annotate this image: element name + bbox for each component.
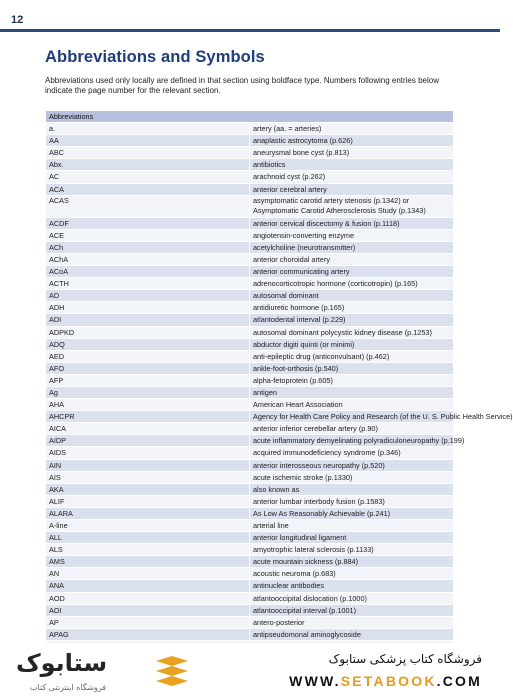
definition-cell: arterial line [250, 520, 454, 532]
table-row [46, 568, 454, 580]
abbreviation-cell: AMS [46, 556, 250, 568]
definition-cell: aneurysmal bone cyst (p.813) [250, 147, 454, 159]
abbreviation-cell: AIS [46, 471, 250, 483]
definition-cell: acute ischemic stroke (p.1330) [250, 471, 454, 483]
abbreviation-cell: ACA [46, 183, 250, 195]
definition-cell: anti-epileptic drug (anticonvulsant) (p.462) [250, 350, 454, 362]
footer-banner [0, 643, 500, 700]
table-row [46, 229, 454, 241]
logo-subtext: فروشگاه اینترنتی کتاب [30, 683, 107, 692]
logo-wordmark [12, 649, 150, 695]
table-row [46, 266, 454, 278]
section-heading: Abbreviations and Symbols [45, 48, 265, 66]
abbreviation-cell: APAG [46, 628, 250, 640]
table-row [46, 556, 454, 568]
definition-cell: anterior longitudinal ligament [250, 532, 454, 544]
table-row [46, 290, 454, 302]
table-row [46, 435, 454, 447]
table-row [46, 386, 454, 398]
definition-cell: Agency for Health Care Policy and Research (of the U. S. Public Health Service) [250, 411, 454, 423]
abbreviation-cell: AP [46, 616, 250, 628]
abbreviation-cell: ALIF [46, 495, 250, 507]
table-row [46, 302, 454, 314]
table-row [46, 520, 454, 532]
definition-cell: acoustic neuroma (p.683) [250, 568, 454, 580]
table-row [46, 628, 454, 640]
definition-cell: acetylcholine (neurotransmitter) [250, 241, 454, 253]
definition-cell: antigen [250, 386, 454, 398]
definition-cell: American Heart Association [250, 399, 454, 411]
abbreviation-cell: ACAS [46, 195, 250, 217]
abbreviation-cell: AED [46, 350, 250, 362]
definition-cell: antipseudomonal aminoglycoside [250, 628, 454, 640]
definition-cell: anterior interosseous neuropathy (p.520) [250, 459, 454, 471]
table-row [46, 374, 454, 386]
table-row [46, 171, 454, 183]
abbreviation-cell: AFP [46, 374, 250, 386]
definition-cell: As Low As Reasonably Achievable (p.241) [250, 507, 454, 519]
table-row [46, 532, 454, 544]
definition-cell: anterior communicating artery [250, 266, 454, 278]
abbreviation-cell: ACoA [46, 266, 250, 278]
table-row [46, 399, 454, 411]
table-row [46, 459, 454, 471]
definition-cell: antero-posterior [250, 616, 454, 628]
table-row [46, 604, 454, 616]
table-row [46, 217, 454, 229]
definition-cell: autosomal dominant polycystic kidney disease (p.1253) [250, 326, 454, 338]
abbreviation-cell: AHCPR [46, 411, 250, 423]
store-logo [12, 649, 190, 695]
definition-cell: angiotensin-converting enzyme [250, 229, 454, 241]
abbreviation-cell: AFO [46, 362, 250, 374]
table-row [46, 183, 454, 195]
intro-paragraph: Abbreviations used only locally are defined in that section using boldface type. Numbers following entries below indicate the page number for the relevant section. [45, 76, 440, 95]
table-row [46, 507, 454, 519]
table-row [46, 423, 454, 435]
definition-cell: autosomal dominant [250, 290, 454, 302]
table-row [46, 544, 454, 556]
abbreviation-cell: AA [46, 135, 250, 147]
abbreviation-cell: Abx. [46, 159, 250, 171]
definition-cell: anterior cervical discectomy & fusion (p.1118) [250, 217, 454, 229]
page-number: 12 [11, 14, 24, 26]
definition-cell: antinuclear antibodies [250, 580, 454, 592]
definition-cell: asymptomatic carotid artery stenosis (p.1342) or Asymptomatic Carotid Atherosclerosis Study (p.1343) [250, 195, 454, 217]
table-row [46, 241, 454, 253]
table-row [46, 195, 454, 217]
url-suffix: .COM [436, 673, 482, 689]
book-stack-icon [152, 653, 192, 693]
definition-cell: anterior choroidal artery [250, 253, 454, 265]
table-row [46, 326, 454, 338]
abbreviation-cell: AN [46, 568, 250, 580]
abbreviation-cell: A-line [46, 520, 250, 532]
definition-cell: antidiuretic hormone (p.165) [250, 302, 454, 314]
table-row [46, 350, 454, 362]
url-brand: SETABOOK [340, 673, 437, 689]
definition-cell: antibiotics [250, 159, 454, 171]
abbreviation-cell: ACh [46, 241, 250, 253]
definition-cell: also known as [250, 483, 454, 495]
abbreviation-cell: ABC [46, 147, 250, 159]
table-row [46, 616, 454, 628]
abbreviation-cell: ALARA [46, 507, 250, 519]
header-rule [0, 29, 500, 32]
abbreviation-cell: a. [46, 123, 250, 135]
definition-cell: acute inflammatory demyelinating polyradiculoneuropathy (p.199) [250, 435, 454, 447]
abbreviation-cell: AD [46, 290, 250, 302]
table-row [46, 483, 454, 495]
definition-cell: anaplastic astrocytoma (p.626) [250, 135, 454, 147]
table-header-row [46, 111, 454, 123]
abbreviation-cell: Ag [46, 386, 250, 398]
table-row [46, 580, 454, 592]
definition-cell: abductor digiti quinti (or minimi) [250, 338, 454, 350]
definition-cell: acquired immunodeficiency syndrome (p.346) [250, 447, 454, 459]
definition-cell: amyotrophic lateral sclerosis (p.1133) [250, 544, 454, 556]
definition-cell: atlantooccipital dislocation (p.1000) [250, 592, 454, 604]
table-row [46, 159, 454, 171]
abbreviation-cell: ACDF [46, 217, 250, 229]
table-row [46, 314, 454, 326]
abbreviation-cell: ACE [46, 229, 250, 241]
table-row [46, 338, 454, 350]
abbreviation-cell: AOD [46, 592, 250, 604]
abbreviation-cell: AChA [46, 253, 250, 265]
abbreviation-cell: ADPKD [46, 326, 250, 338]
table-row [46, 471, 454, 483]
abbreviations-table [45, 110, 513, 653]
shop-name: فروشگاه کتاب پزشکی ستابوک [328, 652, 482, 666]
abbreviation-cell: AOI [46, 604, 250, 616]
table-row [46, 123, 454, 135]
definition-cell: anterior cerebral artery [250, 183, 454, 195]
definition-cell: anterior inferior cerebellar artery (p.90) [250, 423, 454, 435]
definition-cell: adrenocorticotropic hormone (corticotropin) (p.165) [250, 278, 454, 290]
definition-cell: artery (aa. = arteries) [250, 123, 454, 135]
table-row [46, 447, 454, 459]
definition-cell: arachnoid cyst (p.262) [250, 171, 454, 183]
definition-cell: ankle-foot-orthosis (p.540) [250, 362, 454, 374]
page-header [0, 0, 500, 30]
table-header-cell: Abbreviations [46, 111, 454, 123]
table-row [46, 253, 454, 265]
abbreviation-cell: AC [46, 171, 250, 183]
abbreviation-cell: AICA [46, 423, 250, 435]
definition-cell: atlantooccipital interval (p.1001) [250, 604, 454, 616]
abbreviation-cell: ACTH [46, 278, 250, 290]
definition-cell: alpha-fetoprotein (p.605) [250, 374, 454, 386]
abbreviation-cell: AHA [46, 399, 250, 411]
abbreviation-cell: AIN [46, 459, 250, 471]
shop-url[interactable] [289, 673, 482, 689]
table-row [46, 135, 454, 147]
table-row [46, 278, 454, 290]
abbreviation-cell: ADI [46, 314, 250, 326]
abbreviation-cell: AIDP [46, 435, 250, 447]
logo-text: ستابوک [16, 649, 108, 677]
table-row [46, 592, 454, 604]
abbreviation-cell: ALS [46, 544, 250, 556]
definition-cell: acute mountain sickness (p.884) [250, 556, 454, 568]
abbreviation-cell: ADQ [46, 338, 250, 350]
url-prefix: WWW. [289, 673, 341, 689]
abbreviation-cell: ADH [46, 302, 250, 314]
table-row [46, 147, 454, 159]
definition-cell: anterior lumbar interbody fusion (p.1583) [250, 495, 454, 507]
table-row [46, 495, 454, 507]
table-row [46, 411, 454, 423]
abbreviation-cell: AIDS [46, 447, 250, 459]
abbreviation-cell: ALL [46, 532, 250, 544]
abbreviation-cell: ANA [46, 580, 250, 592]
abbreviation-cell: AKA [46, 483, 250, 495]
table-row [46, 362, 454, 374]
definition-cell: atlantodental interval (p.229) [250, 314, 454, 326]
